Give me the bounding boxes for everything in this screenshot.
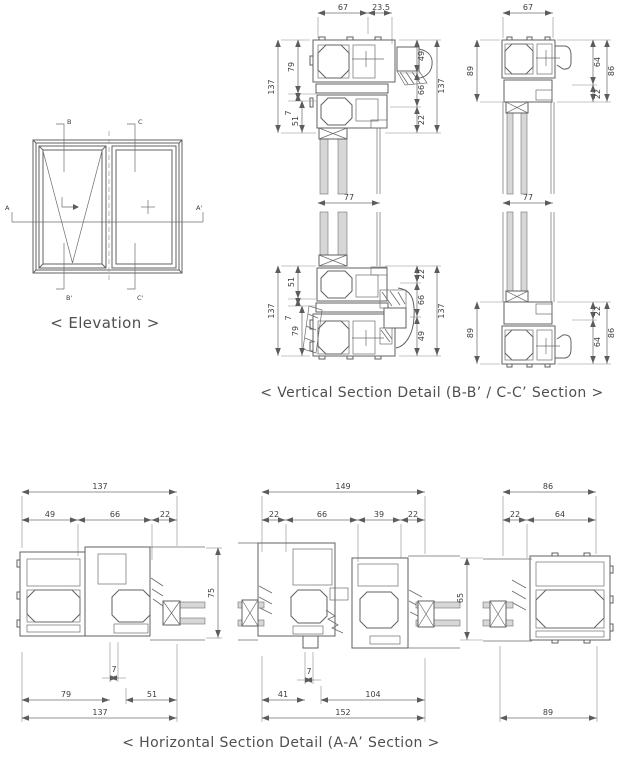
dim-hm-149: 149 bbox=[335, 482, 351, 491]
cc-glass-upper bbox=[503, 102, 554, 194]
dim-hr-86: 86 bbox=[542, 482, 554, 491]
dim-bb-left-79: 79 bbox=[287, 61, 296, 73]
dim-bb-left-7: 7 bbox=[284, 110, 293, 116]
dim-hm-39: 39 bbox=[373, 510, 385, 519]
dim-bb-left-137: 137 bbox=[267, 79, 276, 95]
dim-bb-23-5: 23.5 bbox=[372, 3, 390, 12]
dim-hm-66: 66 bbox=[316, 510, 328, 519]
dim-cc-glass-77: 77 bbox=[522, 193, 534, 202]
dim-bb-glass-77: 77 bbox=[343, 193, 355, 202]
dim-bb-bright-22: 22 bbox=[417, 268, 426, 280]
cc-sill-profile bbox=[502, 302, 571, 367]
dim-hm-7: 7 bbox=[306, 667, 312, 676]
dim-hl-51: 51 bbox=[146, 690, 158, 699]
dim-hm-22a: 22 bbox=[268, 510, 280, 519]
bb-sill-profile bbox=[303, 267, 414, 359]
dim-bb-bleft-137: 137 bbox=[267, 303, 276, 319]
vertical-section-caption: < Vertical Section Detail (B-B’ / C-C’ Section > bbox=[260, 385, 604, 401]
dim-cc-right-64: 64 bbox=[593, 56, 602, 68]
dim-bb-bright-49: 49 bbox=[417, 330, 426, 342]
hl-profile bbox=[17, 547, 205, 640]
dim-cc-bright-86: 86 bbox=[607, 327, 616, 339]
elevation-left-sash bbox=[39, 146, 106, 268]
dim-hl-137-top: 137 bbox=[92, 482, 108, 491]
hm-profile bbox=[238, 543, 460, 648]
horizontal-section-caption: < Horizontal Section Detail (A-A’ Section > bbox=[122, 735, 440, 751]
dim-hr-89: 89 bbox=[542, 708, 554, 717]
dim-bb-bright-66: 66 bbox=[417, 294, 426, 306]
dim-hm-104: 104 bbox=[365, 690, 381, 699]
marker-b-label: B bbox=[67, 118, 72, 126]
cc-head-profile bbox=[502, 37, 571, 102]
marker-c-prime-label: C' bbox=[137, 294, 144, 302]
horizontal-section-left bbox=[17, 482, 222, 722]
dim-cc-left-89: 89 bbox=[466, 65, 475, 77]
bb-glass-lower bbox=[319, 212, 380, 266]
dim-bb-right-22: 22 bbox=[417, 114, 426, 126]
dim-hl-49: 49 bbox=[44, 510, 56, 519]
dim-hm-152: 152 bbox=[335, 708, 351, 717]
bb-head-profile bbox=[310, 37, 432, 128]
dim-bb-right-49: 49 bbox=[417, 50, 426, 62]
dim-bb-right-66: 66 bbox=[417, 84, 426, 96]
dim-cc-bright-22: 22 bbox=[593, 305, 602, 317]
dim-hl-79: 79 bbox=[60, 690, 72, 699]
horizontal-section-middle bbox=[238, 482, 460, 722]
dim-cc-67: 67 bbox=[522, 3, 534, 12]
fixed-glass-symbol bbox=[141, 200, 155, 214]
dim-hl-66: 66 bbox=[109, 510, 121, 519]
vertical-section-cc bbox=[466, 3, 616, 367]
cc-glass-lower bbox=[503, 212, 554, 302]
dim-bb-67: 67 bbox=[337, 3, 349, 12]
dim-hm-41: 41 bbox=[277, 690, 289, 699]
dim-hm-22b: 22 bbox=[407, 510, 419, 519]
dim-bb-bleft-79: 79 bbox=[291, 325, 300, 337]
dim-bb-bright-137: 137 bbox=[437, 303, 446, 319]
turn-direction-symbol bbox=[62, 197, 79, 210]
dim-hl-137-bottom: 137 bbox=[92, 708, 108, 717]
dim-hr-64: 64 bbox=[554, 510, 566, 519]
elevation-right-fixed-panel bbox=[112, 146, 176, 268]
elevation-drawing bbox=[5, 118, 203, 302]
dim-bb-right-137: 137 bbox=[437, 78, 446, 94]
dim-bb-left-51: 51 bbox=[291, 115, 300, 127]
vertical-section-bb bbox=[267, 3, 446, 359]
horizontal-section-right bbox=[456, 482, 613, 722]
hr-profile bbox=[483, 553, 613, 643]
dim-hl-22: 22 bbox=[159, 510, 171, 519]
marker-c-label: C bbox=[138, 118, 143, 126]
dim-bb-bleft-51: 51 bbox=[287, 276, 296, 288]
bb-glass-upper bbox=[319, 128, 380, 194]
dim-hr-22: 22 bbox=[509, 510, 521, 519]
marker-a-label: A bbox=[5, 204, 10, 212]
elevation-caption: < Elevation > bbox=[50, 314, 160, 332]
dim-bb-bleft-7: 7 bbox=[284, 315, 293, 321]
dim-cc-right-86: 86 bbox=[607, 65, 616, 77]
dim-cc-right-22: 22 bbox=[593, 88, 602, 100]
dim-cc-bright-64: 64 bbox=[593, 336, 602, 348]
dim-cc-bleft-89: 89 bbox=[466, 327, 475, 339]
dim-hl-75: 75 bbox=[207, 587, 216, 599]
marker-b-prime-label: B' bbox=[66, 294, 73, 302]
dim-hl-7: 7 bbox=[111, 665, 117, 674]
marker-a-prime-label: A' bbox=[196, 204, 203, 212]
dim-hr-65: 65 bbox=[456, 592, 465, 604]
